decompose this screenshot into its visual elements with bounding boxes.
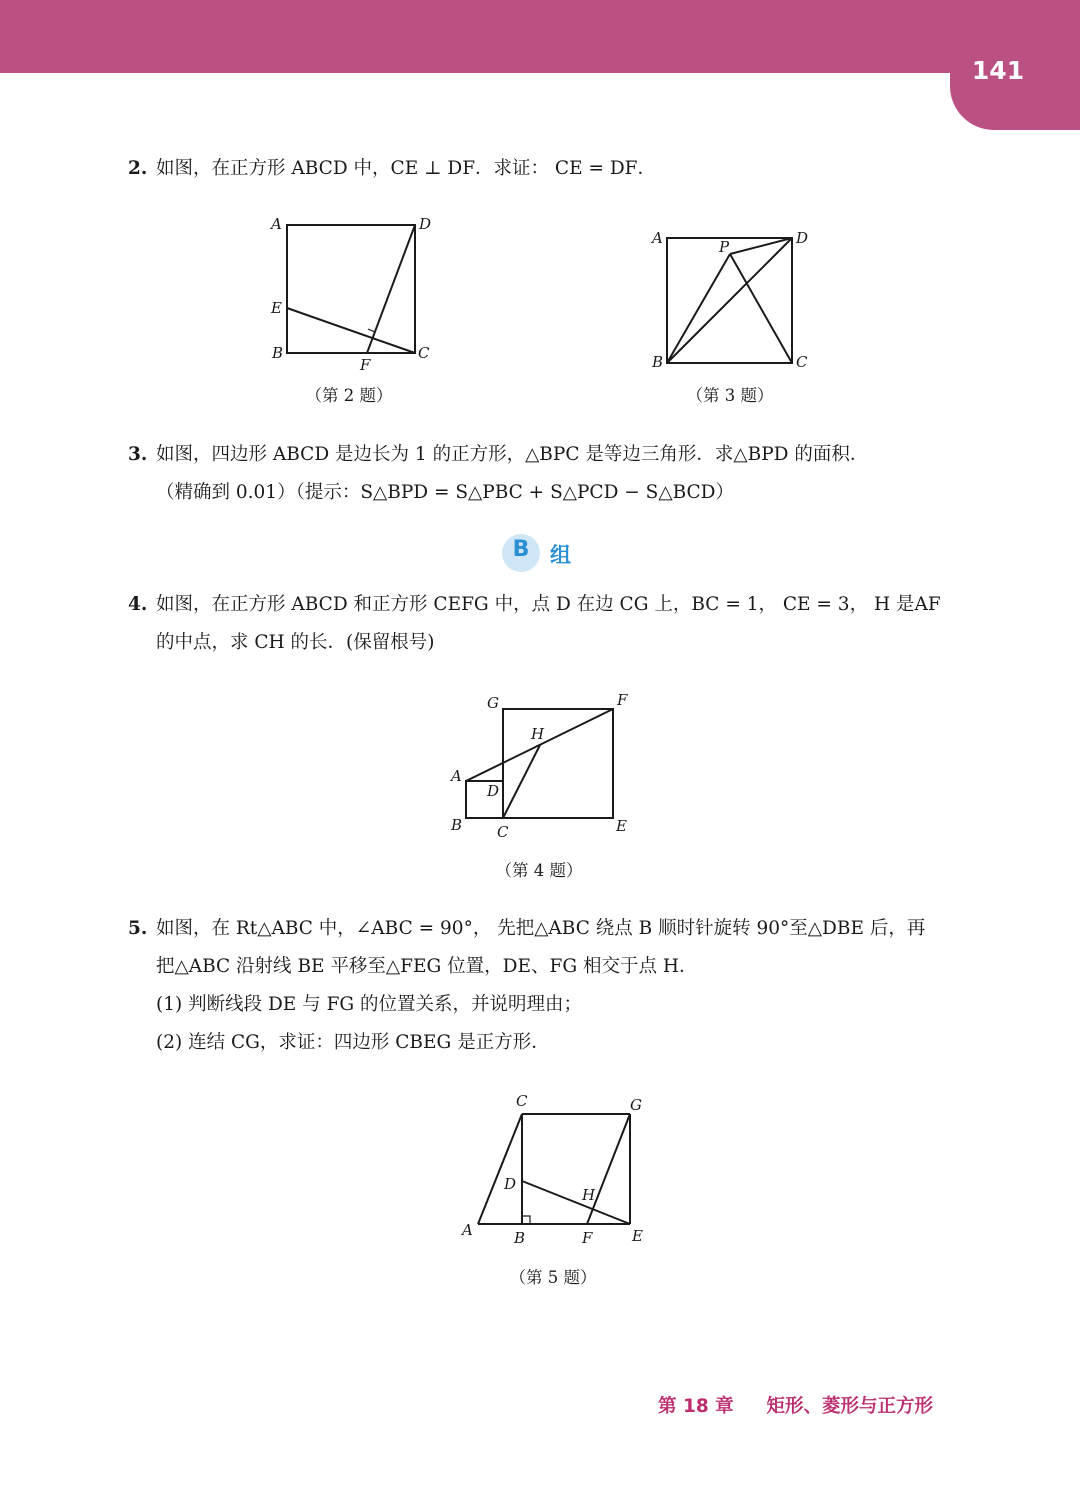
chapter-title: 矩形、菱形与正方形 xyxy=(766,1396,934,1417)
label-c: C xyxy=(796,353,808,371)
segment-ch xyxy=(503,745,540,818)
segment-ac xyxy=(478,1114,522,1224)
label-f: F xyxy=(582,1229,593,1247)
square-abcd xyxy=(287,225,415,353)
square-cefg xyxy=(503,709,613,818)
label-d: D xyxy=(419,215,432,233)
top-color-band xyxy=(0,0,1080,73)
label-c: C xyxy=(516,1092,528,1110)
label-c: C xyxy=(418,344,430,362)
problem-text-line-2: （精确到 0.01）（提示：S△BPD = S△PBC + S△PCD − S△BCD） xyxy=(156,482,734,503)
group-word: 组 xyxy=(550,543,571,567)
label-e: E xyxy=(271,299,282,317)
problem-text-line-2: 把△ABC 沿射线 BE 平移至△FEG 位置，DE、FG 相交于点 H． xyxy=(156,956,698,977)
figure-2-caption: （第 2 题） xyxy=(305,386,393,405)
problem-text-line-1: 如图，在 Rt△ABC 中，∠ABC = 90°， 先把△ABC 绕点 B 顺时针旋转 90°至△DBE 后，再 xyxy=(156,918,926,939)
group-letter: B xyxy=(512,537,530,562)
problem-2 xyxy=(128,150,656,188)
label-a: A xyxy=(271,215,282,233)
label-e: E xyxy=(616,817,627,835)
problem-text-line-1: 如图，在正方形 ABCD 和正方形 CEFG 中，点 D 在边 CG 上，BC = 1， CE = 3， H 是AF xyxy=(156,594,941,615)
segment-gf xyxy=(587,1114,630,1224)
chapter-number: 第 18 章 xyxy=(658,1396,734,1417)
problem-text-line-2: 的中点，求 CH 的长．(保留根号) xyxy=(156,632,435,653)
problem-text-line-1: 如图，四边形 ABCD 是边长为 1 的正方形，△BPC 是等边三角形．求△BPD 的面积． xyxy=(156,444,869,465)
figure-3 xyxy=(645,222,820,382)
label-b: B xyxy=(652,353,664,371)
figure-4 xyxy=(440,690,640,845)
figure-5 xyxy=(455,1088,665,1253)
figure-4-caption: （第 4 题） xyxy=(495,861,583,880)
figure-3-caption: （第 3 题） xyxy=(686,386,774,405)
segment-de xyxy=(522,1181,630,1224)
label-a: A xyxy=(451,767,462,785)
figure-5-caption: （第 5 题） xyxy=(509,1268,597,1287)
label-f: F xyxy=(617,691,628,709)
label-a: A xyxy=(652,229,663,247)
problem-5 xyxy=(128,910,925,1062)
problem-subpart-2: (2) 连结 CG，求证：四边形 CBEG 是正方形． xyxy=(156,1032,550,1053)
label-b: B xyxy=(514,1229,526,1247)
label-h: H xyxy=(531,725,545,743)
label-h: H xyxy=(582,1186,596,1204)
label-p: P xyxy=(719,238,730,256)
right-angle-mark xyxy=(522,1216,530,1224)
label-c: C xyxy=(497,823,509,841)
segment-ce xyxy=(287,308,415,353)
problem-number: 4. xyxy=(128,594,148,615)
chapter-footer xyxy=(658,1392,958,1418)
problem-subpart-1: (1) 判断线段 DE 与 FG 的位置关系，并说明理由； xyxy=(156,994,583,1015)
problem-4 xyxy=(128,586,941,662)
label-b: B xyxy=(451,816,463,834)
group-b-heading xyxy=(502,534,602,574)
label-d: D xyxy=(487,782,500,800)
label-d: D xyxy=(796,229,809,247)
label-e: E xyxy=(632,1227,643,1245)
problem-3 xyxy=(128,436,868,512)
label-g: G xyxy=(487,694,499,712)
problem-number: 5. xyxy=(128,918,148,939)
label-b: B xyxy=(272,344,284,362)
label-g: G xyxy=(630,1096,642,1114)
label-a: A xyxy=(462,1221,473,1239)
problem-number: 2. xyxy=(128,158,148,179)
problem-text: 如图，在正方形 ABCD 中，CE ⊥ DF．求证： CE = DF． xyxy=(156,158,657,179)
label-f: F xyxy=(360,356,371,374)
figure-2 xyxy=(262,212,442,377)
problem-number: 3. xyxy=(128,444,148,465)
label-d: D xyxy=(504,1175,517,1193)
page-number: 141 xyxy=(971,56,1025,85)
